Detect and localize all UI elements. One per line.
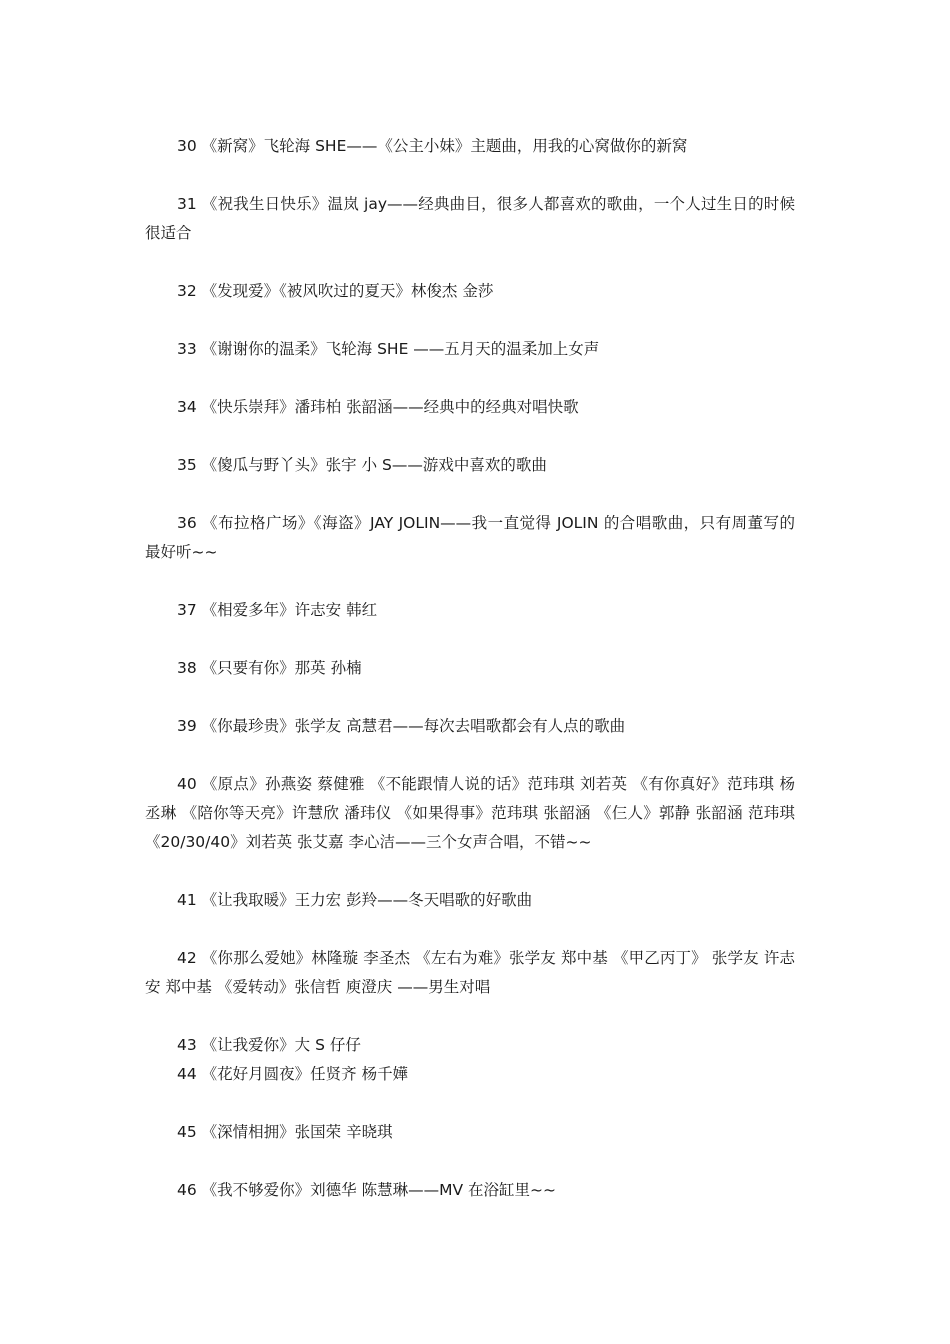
song-entry-43: 43 《让我爱你》大 S 仔仔: [177, 1035, 361, 1054]
song-entry-45: 45 《深情相拥》张国荣 辛晓琪: [177, 1122, 393, 1141]
song-entry-34: 34 《快乐崇拜》潘玮柏 张韶涵——经典中的经典对唱快歌: [177, 397, 579, 416]
song-entry-33: 33 《谢谢你的温柔》飞轮海 SHE ——五月天的温柔加上女声: [177, 339, 600, 358]
song-entry-38: 38 《只要有你》那英 孙楠: [177, 658, 362, 677]
song-entry-44: 44 《花好月圆夜》任贤齐 杨千嬅: [177, 1064, 409, 1083]
song-entry-35: 35 《傻瓜与野丫头》张宇 小 S——游戏中喜欢的歌曲: [177, 455, 547, 474]
song-entry-42: 42 《你那么爱她》林隆璇 李圣杰 《左右为难》张学友 郑中基 《甲乙丙丁》 张学友 许志安 郑中基 《爱转动》张信哲 庾澄庆 ——男生对唱: [145, 948, 795, 996]
song-entry-41: 41 《让我取暖》王力宏 彭羚——冬天唱歌的好歌曲: [177, 890, 533, 909]
song-entry-46: 46 《我不够爱你》刘德华 陈慧琳——MV 在浴缸里~~: [177, 1180, 556, 1199]
song-entry-37: 37 《相爱多年》许志安 韩红: [177, 600, 378, 619]
song-entry-39: 39 《你最珍贵》张学友 高慧君——每次去唱歌都会有人点的歌曲: [177, 716, 626, 735]
song-entry-30: 30 《新窝》飞轮海 SHE——《公主小妹》主题曲，用我的心窝做你的新窝: [177, 136, 688, 155]
song-entry-32: 32 《发现爱》《被风吹过的夏天》林俊杰 金莎: [177, 281, 494, 300]
song-entry-40: 40 《原点》孙燕姿 蔡健雅 《不能跟情人说的话》范玮琪 刘若英 《有你真好》范玮琪 杨丞琳 《陪你等天亮》许慧欣 潘玮仪 《如果得事》范玮琪 张韶涵 《仨人》郭静 张韶涵 范玮琪 《20/30/40》刘若英 张艾嘉 李心洁——三个女声合唱，不错~~: [145, 774, 795, 851]
song-entry-31: 31 《祝我生日快乐》温岚 jay——经典曲目，很多人都喜欢的歌曲，一个人过生日的时候很适合: [145, 194, 795, 242]
song-entry-36: 36 《布拉格广场》《海盗》JAY JOLIN——我一直觉得 JOLIN 的合唱歌曲，只有周董写的最好听~~: [145, 513, 795, 561]
